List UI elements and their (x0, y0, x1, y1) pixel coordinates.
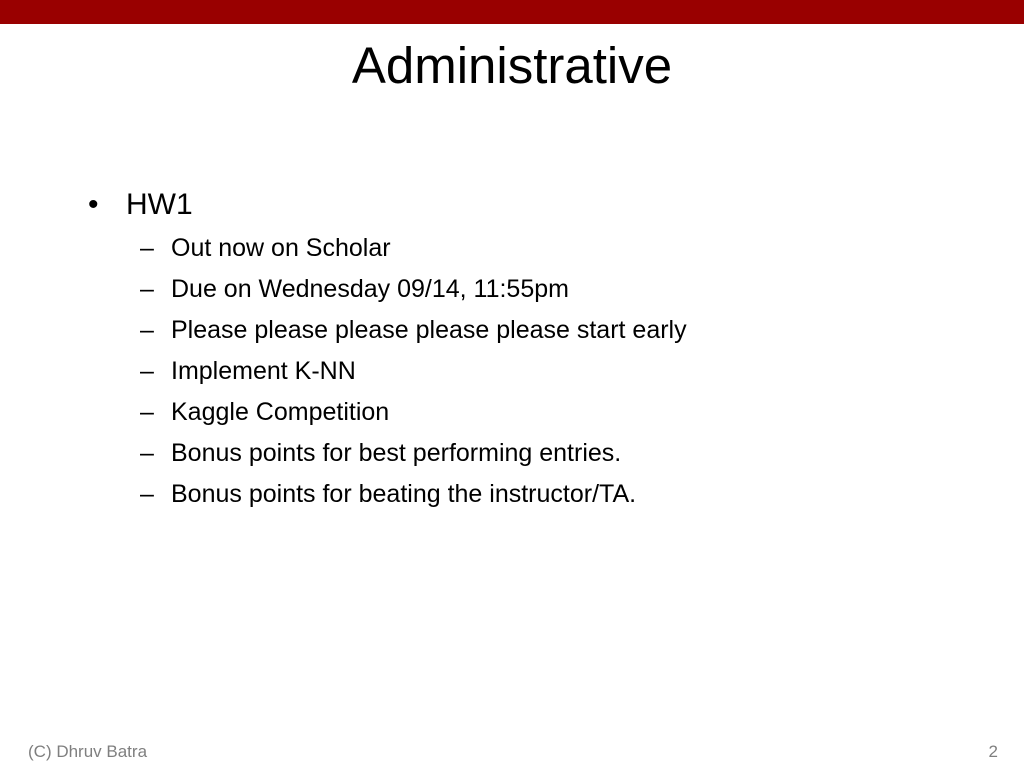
dash-marker: – (140, 357, 154, 385)
bullet-marker: • (88, 188, 99, 221)
sub-bullet-list (88, 228, 988, 515)
sub-bullet-text: Kaggle Competition (171, 398, 390, 426)
sub-bullet-text: Due on Wednesday 09/14, 11:55pm (171, 275, 569, 303)
dash-marker: – (140, 398, 154, 426)
dash-marker: – (140, 234, 154, 262)
bullet-item (88, 182, 988, 228)
sub-bullet-text: Bonus points for beating the instructor/TA. (171, 480, 637, 508)
top-accent-bar (0, 0, 1024, 24)
sub-bullet-item (88, 228, 988, 269)
sub-bullet-item (88, 433, 988, 474)
sub-bullet-item (88, 474, 988, 515)
slide-title: Administrative (351, 37, 673, 94)
dash-marker: – (140, 480, 154, 508)
sub-bullet-text: Out now on Scholar (171, 234, 391, 262)
dash-marker: – (140, 316, 154, 344)
dash-marker: – (140, 439, 154, 467)
sub-bullet-item (88, 351, 988, 392)
bullet-label: HW1 (126, 188, 193, 221)
sub-bullet-item (88, 310, 988, 351)
sub-bullet-item (88, 269, 988, 310)
page-number: 2 (988, 742, 998, 761)
sub-bullet-text: Implement K-NN (171, 357, 356, 385)
dash-marker: – (140, 275, 154, 303)
sub-bullet-text: Please please please please please start early (171, 316, 687, 344)
sub-bullet-text: Bonus points for best performing entries. (171, 439, 622, 467)
slide-content (88, 182, 988, 515)
sub-bullet-item (88, 392, 988, 433)
footer-credit: (C) Dhruv Batra (28, 742, 148, 761)
